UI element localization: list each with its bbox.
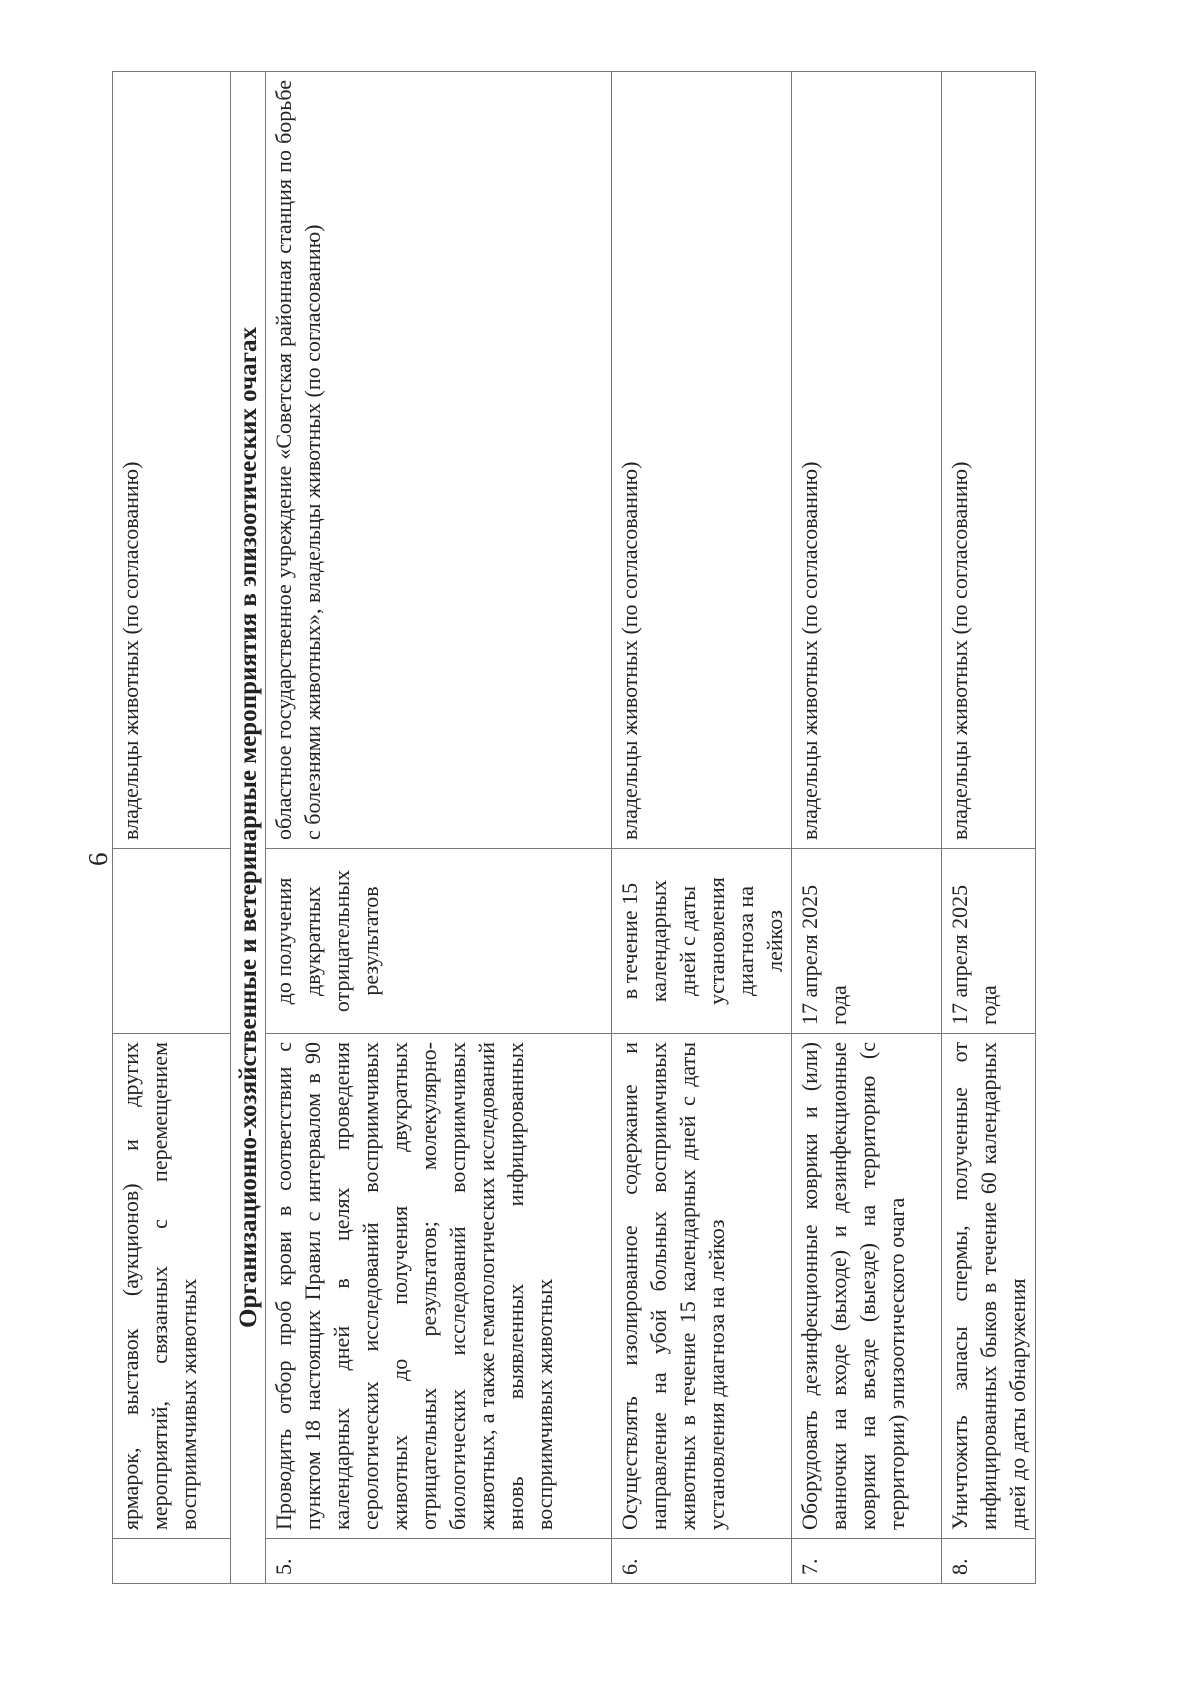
term-cell: в течение 15 календарных дней с даты установления диагноза на лейкоз <box>612 849 792 1034</box>
table-row <box>612 72 792 1584</box>
row-number: 5. <box>266 1539 612 1584</box>
action-cell: Проводить отбор проб крови в соответствии с пунктом 18 настоящих Правил с интервалом в 90 календарных дней в целях проведения серологических исследований восприимчивых животных до получения двукратных отрицательных результатов; молекулярно-биологических исследований восприимчивых животных, а также гематологических исследований вновь выявленных инфицированных восприимчивых животных <box>266 1034 612 1539</box>
measures-table <box>112 71 1036 1584</box>
page-number: 6 <box>83 852 113 866</box>
row-number: 8. <box>942 1539 1036 1584</box>
executor-cell: владельцы животных (по согласованию) <box>792 72 942 849</box>
section-title: Организационно-хозяйственные и ветеринарные мероприятия в эпизоотических очагах <box>231 72 266 1584</box>
section-header-row <box>231 72 266 1584</box>
table-row <box>792 72 942 1584</box>
row-number: 6. <box>612 1539 792 1584</box>
action-cell: Уничтожить запасы спермы, полученные от инфицированных быков в течение 60 календарных дней до даты обнаружения <box>942 1034 1036 1539</box>
action-cell: Осуществлять изолированное содержание и направление на убой больных восприимчивых животных в течение 15 календарных дней с даты установления диагноза на лейкоз <box>612 1034 792 1539</box>
table-row-continued <box>113 72 231 1584</box>
action-cell: ярмарок, выставок (аукционов) и других мероприятий, связанных с перемещением восприимчивых животных <box>113 1034 231 1539</box>
row-number <box>113 1539 231 1584</box>
term-cell: 17 апреля 2025 года <box>942 849 1036 1034</box>
term-cell: до получения двукратных отрицательных результатов <box>266 849 612 1034</box>
executor-cell: областное государственное учреждение «Советская районная станция по борьбе с болезнями животных», владельцы животных (по согласованию) <box>266 72 612 849</box>
table-row <box>942 72 1036 1584</box>
executor-cell: владельцы животных (по согласованию) <box>113 72 231 849</box>
executor-cell: владельцы животных (по согласованию) <box>942 72 1036 849</box>
term-cell <box>113 849 231 1034</box>
term-cell: 17 апреля 2025 года <box>792 849 942 1034</box>
executor-cell: владельцы животных (по согласованию) <box>612 72 792 849</box>
table-row <box>266 72 612 1584</box>
action-cell: Оборудовать дезинфекционные коврики и (или) ванночки на входе (выходе) и дезинфекционные коврики на въезде (выезде) на территорию (с территории) эпизоотического очага <box>792 1034 942 1539</box>
row-number: 7. <box>792 1539 942 1584</box>
